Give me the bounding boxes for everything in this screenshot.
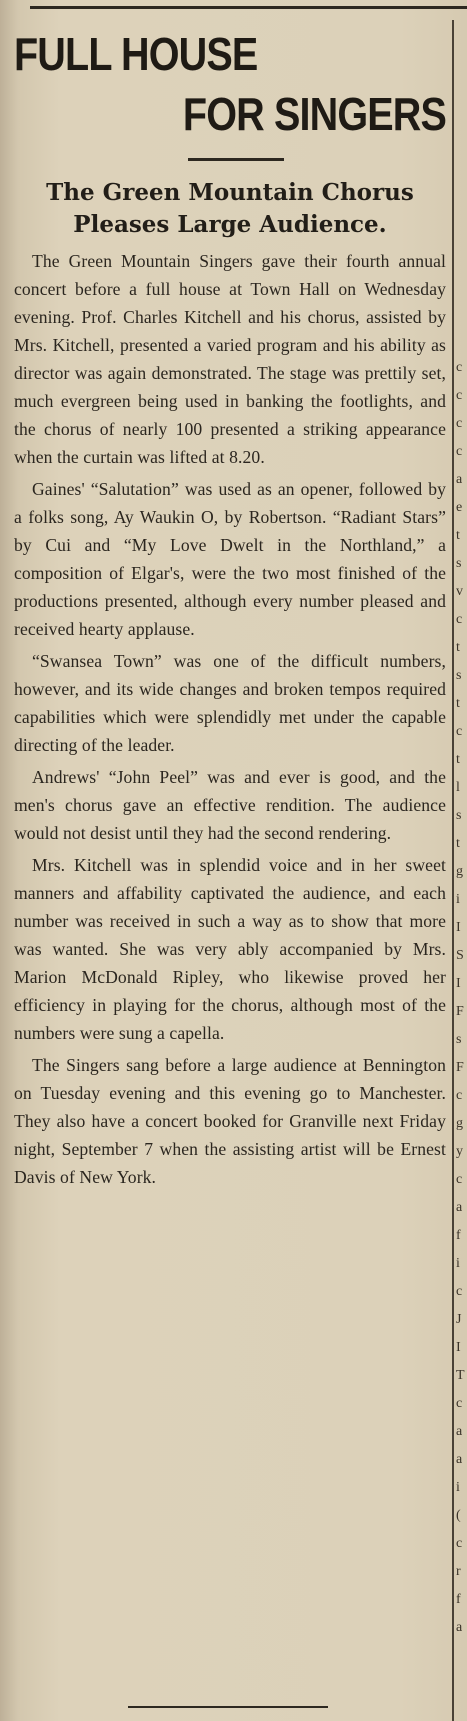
adjacent-column-letter: t bbox=[456, 640, 460, 655]
adjacent-column-letter: a bbox=[456, 1452, 463, 1467]
adjacent-column-letter: c bbox=[456, 1088, 463, 1103]
adjacent-column-letter: i bbox=[456, 1256, 460, 1271]
paragraph: Andrews' “John Peel” was and ever is good, and the men's chorus gave an effective rendition. The audience would not desist until they had the second rendering. bbox=[14, 767, 446, 843]
subheadline: The Green Mountain Chorus Pleases Large Audience. bbox=[46, 179, 414, 238]
headline-line-1: FULL HOUSE bbox=[14, 28, 258, 80]
adjacent-column-letter: c bbox=[456, 388, 463, 403]
adjacent-column-letter: I bbox=[456, 976, 461, 991]
adjacent-column-letter: v bbox=[456, 584, 463, 599]
adjacent-column-letter: a bbox=[456, 1424, 463, 1439]
bottom-rule bbox=[128, 1706, 328, 1708]
adjacent-column-letter: c bbox=[456, 1396, 463, 1411]
adjacent-column-letter: t bbox=[456, 696, 460, 711]
adjacent-column-letter: c bbox=[456, 444, 463, 459]
adjacent-column-letter: c bbox=[456, 416, 463, 431]
adjacent-column-letter: a bbox=[456, 1620, 463, 1635]
article bbox=[14, 24, 446, 1195]
adjacent-column-letter: e bbox=[456, 500, 463, 515]
adjacent-column-letter: I bbox=[456, 920, 461, 935]
adjacent-column-letter: y bbox=[456, 1144, 463, 1159]
adjacent-column-letter: a bbox=[456, 1200, 463, 1215]
headline-line-2: FOR SINGERS bbox=[182, 88, 446, 140]
adjacent-column-letter: c bbox=[456, 1284, 463, 1299]
adjacent-column-letter: i bbox=[456, 1480, 460, 1495]
adjacent-column-letter: J bbox=[456, 1312, 462, 1327]
paragraph: Mrs. Kitchell was in splendid voice and in her sweet manners and affability captivated the audience, and each number was received in such a way as to show that more was wanted. She was very ably accompanied by Mrs. Marion McDonald Ripley, who likewise proved her efficiency in playing for the chorus, although most of the numbers were sung a capella. bbox=[14, 855, 446, 1043]
adjacent-column-letter: a bbox=[456, 472, 463, 487]
paragraph: The Singers sang before a large audience at Bennington on Tuesday evening and this evening go to Manchester. They also have a concert booked for Granville next Friday night, September 7 when the assisting artist will be Ernest Davis of New York. bbox=[14, 1055, 446, 1187]
adjacent-column-letter: i bbox=[456, 892, 460, 907]
adjacent-column-letter: c bbox=[456, 724, 463, 739]
paragraph: “Swansea Town” was one of the difficult numbers, however, and its wide changes and broken tempos required capabilities which were splendidly met under the capable directing of the leader. bbox=[14, 651, 446, 755]
column-rule bbox=[452, 20, 454, 1721]
adjacent-column-fragments bbox=[456, 0, 467, 1721]
adjacent-column-letter: t bbox=[456, 528, 460, 543]
adjacent-column-letter: s bbox=[456, 808, 462, 823]
adjacent-column-letter: s bbox=[456, 668, 462, 683]
adjacent-column-letter: s bbox=[456, 556, 462, 571]
adjacent-column-letter: r bbox=[456, 1564, 461, 1579]
adjacent-column-letter: S bbox=[456, 948, 464, 963]
adjacent-column-letter: c bbox=[456, 1536, 463, 1551]
adjacent-column-letter: t bbox=[456, 752, 460, 767]
adjacent-column-letter: I bbox=[456, 1340, 461, 1355]
adjacent-column-letter: t bbox=[456, 836, 460, 851]
adjacent-column-letter: c bbox=[456, 1172, 463, 1187]
adjacent-column-letter: F bbox=[456, 1004, 464, 1019]
adjacent-column-letter: s bbox=[456, 1032, 462, 1047]
top-rule bbox=[30, 6, 467, 9]
adjacent-column-letter: f bbox=[456, 1228, 461, 1243]
adjacent-column-letter: g bbox=[456, 864, 463, 879]
article-body bbox=[14, 247, 446, 1191]
paragraph: The Green Mountain Singers gave their fourth annual concert before a full house at Town Hall on Wednesday evening. Prof. Charles Kitchell and his chorus, assisted by Mrs. Kitchell, presented a varied program and his ability as director was again demonstrated. The stage was prettily set, much evergreen being used in banking the footlights, and the chorus of nearly 100 presented a striking appearance when the curtain was lifted at 8.20. bbox=[14, 251, 446, 467]
adjacent-column-letter: F bbox=[456, 1060, 464, 1075]
adjacent-column-letter: ( bbox=[456, 1508, 461, 1523]
adjacent-column-letter: g bbox=[456, 1116, 463, 1131]
paragraph: Gaines' “Salutation” was used as an opener, followed by a folks song, Ay Waukin O, by Robertson. “Radiant Stars” by Cui and “My Love Dwelt in the Northland,” a composition of Elgar's, were the two most finished of the productions presented, although every number pleased and received hearty applause. bbox=[14, 479, 446, 639]
adjacent-column-letter: c bbox=[456, 612, 463, 627]
adjacent-column-letter: f bbox=[456, 1592, 461, 1607]
adjacent-column-letter: T bbox=[456, 1368, 465, 1383]
adjacent-column-letter: c bbox=[456, 360, 463, 375]
adjacent-column-letter: l bbox=[456, 780, 460, 795]
headline-divider bbox=[188, 158, 284, 161]
